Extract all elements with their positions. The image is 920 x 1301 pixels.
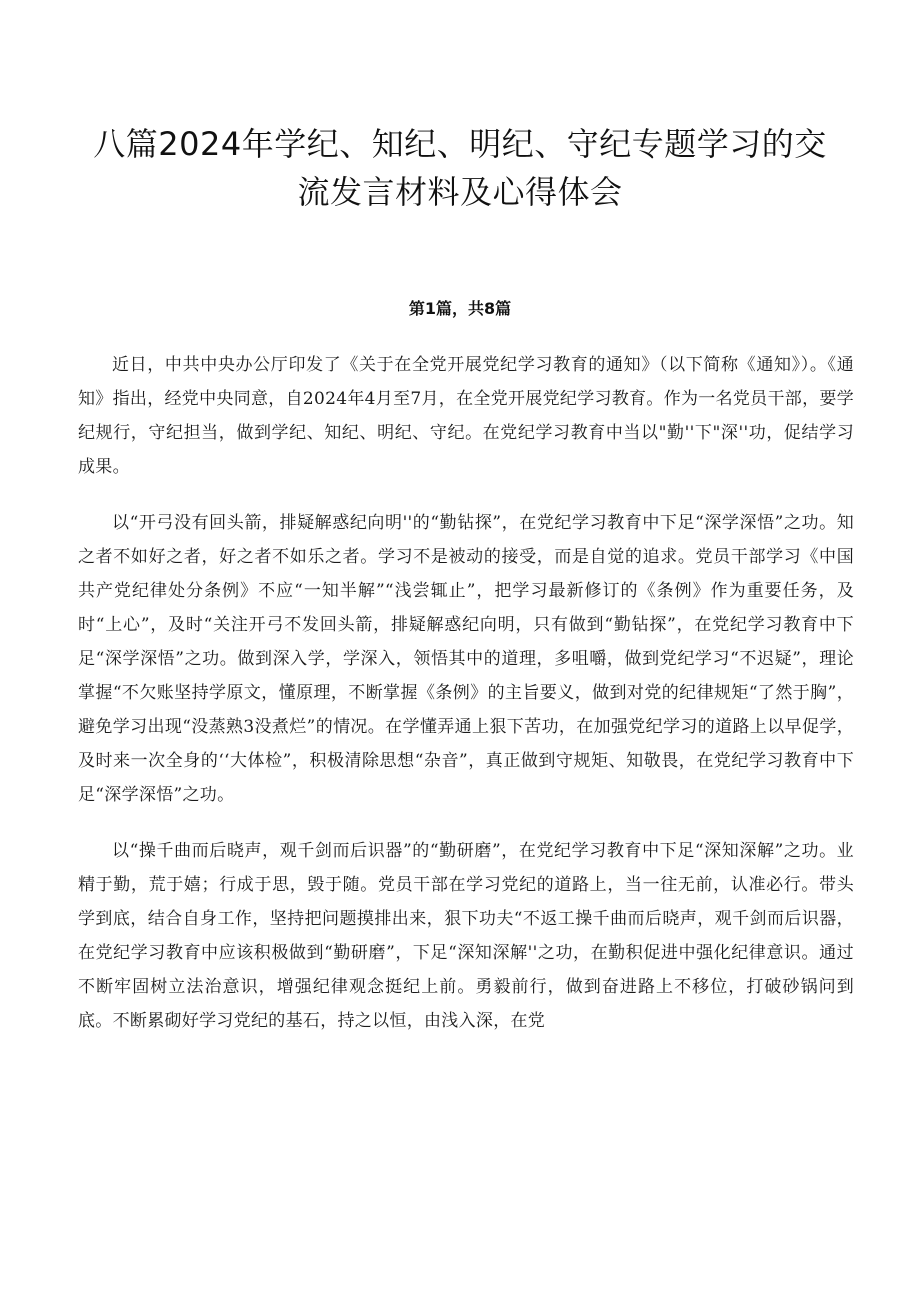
title-line-1: 八篇2024年学纪、知纪、明纪、守纪专题学习的交 (93, 125, 827, 163)
document-title (70, 120, 850, 216)
paragraph-2: 以“开弓没有回头箭，排疑解惑纪向明''的“勤钻探”，在党纪学习教育中下足“深学深悟”之功。知之者不如好之者，好之者不如乐之者。学习不是被动的接受，而是自觉的追求。党员干部学习《中国共产党纪律处分条例》不应“一知半解”“浅尝辄止”，把学习最新修订的《条例》作为重要任务，及时“上心”，及时“关注开弓不发回头箭，排疑解惑纪向明，只有做到“勤钻探”，在党纪学习教育中下足“深学深悟”之功。做到深入学，学深入，领悟其中的道理，多咀嚼，做到党纪学习“不迟疑”，理论掌握“不欠账坚持学原文，懂原理，不断掌握《条例》的主旨要义，做到对党的纪律规矩“了然于胸”，避免学习出现“没蒸熟3没煮烂”的情况。在学懂弄通上狠下苦功，在加强党纪学习的道路上以早促学，及时来一次全身的‘‘大体检”，积极清除思想“杂音”，真正做到守规矩、知敬畏，在党纪学习教育中下足“深学深悟”之功。 (78, 513, 854, 805)
document-body (78, 348, 854, 1060)
paragraph-1: 近日，中共中央办公厅印发了《关于在全党开展党纪学习教育的通知》（以下简称《通知》）。《通知》指出，经党中央同意，自2024年4月至7月，在全党开展党纪学习教育。作为一名党员干部，要学纪规行，守纪担当，做到学纪、知纪、明纪、守纪。在党纪学习教育中当以"勤''下"深''功，促结学习成果。 (78, 355, 854, 477)
section-subtitle: 第1篇，共8篇 (408, 299, 512, 318)
paragraph-3: 以“操千曲而后晓声，观千剑而后识器”的“勤研磨”，在党纪学习教育中下足“深知深解”之功。业精于勤，荒于嬉；行成于思，毁于随。党员干部在学习党纪的道路上，当一往无前，认准必行。带头学到底，结合自身工作，坚持把问题摸排出来，狠下功夫“不返工操千曲而后晓声，观千剑而后识器，在党纪学习教育中应该积极做到“勤研磨”，下足“深知深解''之功，在勤积促进中强化纪律意识。通过不断牢固树立法治意识，增强纪律观念挺纪上前。勇毅前行，做到奋进路上不移位，打破砂锅问到底。不断累砌好学习党纪的基石，持之以恒，由浅入深，在党 (78, 841, 854, 1031)
title-line-2: 流发言材料及心得体会 (297, 173, 623, 211)
